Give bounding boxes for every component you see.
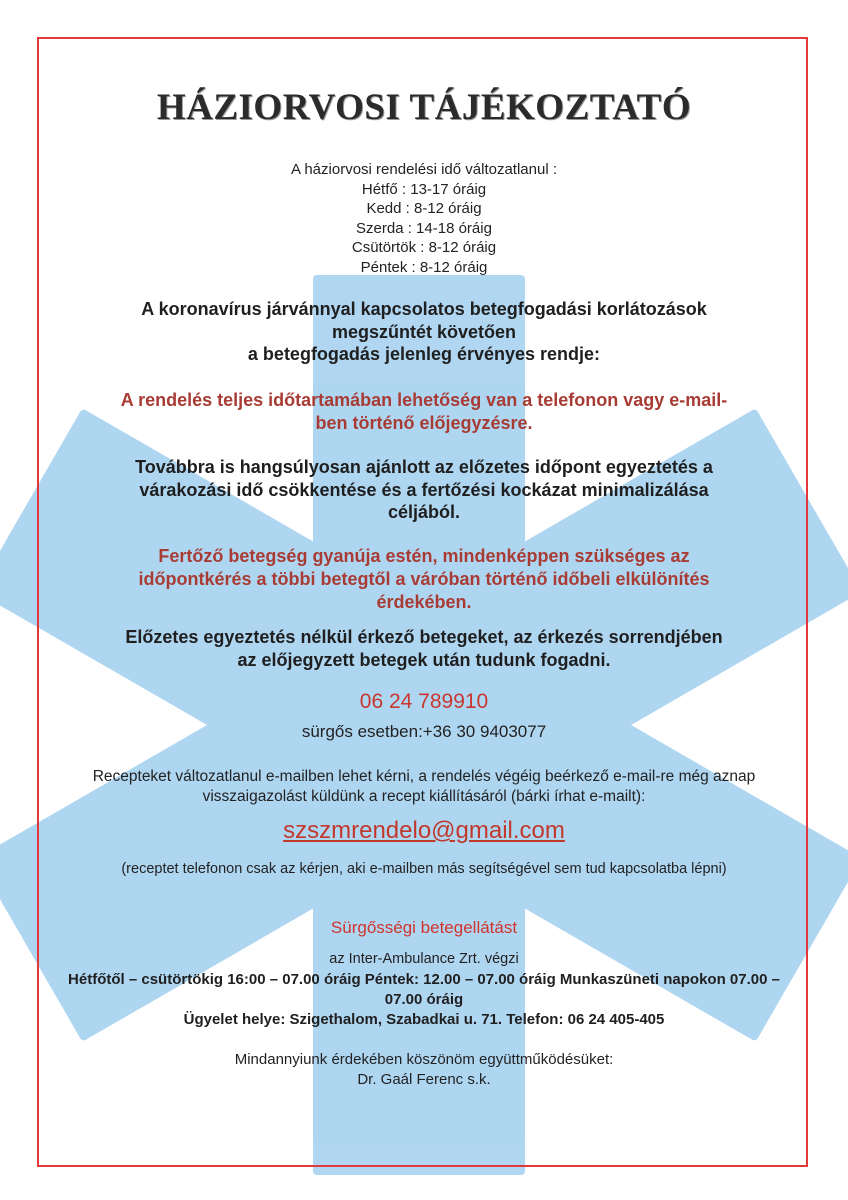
hours-wednesday: Szerda : 14-18 óráig	[356, 219, 492, 237]
recommend-line: céljából.	[387, 502, 461, 522]
hours-monday: Hétfő : 13-17 óráig	[361, 180, 487, 198]
office-phone[interactable]: 06 24 789910	[359, 690, 489, 713]
booking-line: A rendelés teljes időtartamában lehetőség van a telefonon vagy e-mail-	[120, 390, 728, 410]
no-appointment-paragraph	[40, 626, 808, 671]
emergency-title: Sürgősségi betegellátást	[330, 918, 518, 937]
hours-friday: Péntek : 8-12 óráig	[360, 258, 488, 276]
email-link[interactable]: szszmrendelo@gmail.com	[283, 817, 565, 844]
corona-line: A koronavírus járvánnyal kapcsolatos betegfogadási korlátozások	[141, 299, 707, 319]
emergency-location: Ügyelet helye: Szigethalom, Szabadkai u. 71. Telefon: 06 24 405-405	[183, 1011, 665, 1028]
office-hours-intro: A háziorvosi rendelési idő változatlanul :	[291, 161, 557, 178]
infection-paragraph	[40, 545, 808, 614]
recommendation-paragraph	[40, 456, 808, 524]
recommend-line: Továbbra is hangsúlyosan ajánlott az előzetes időpont egyeztetés a	[135, 457, 713, 477]
emergency-provider: az Inter-Ambulance Zrt. végzi	[329, 951, 519, 967]
booking-paragraph	[40, 389, 808, 435]
prescription-note: (receptet telefonon csak az kérjen, aki e-mailben más segítségével sem tud kapcsolatba lépni)	[121, 861, 727, 877]
infection-line: Fertőző betegség gyanúja estén, mindenképpen szükséges az	[158, 546, 690, 566]
no-appointment-line: az előjegyzett betegek után tudunk fogadni.	[237, 649, 611, 670]
page-title: HÁZIORVOSI TÁJÉKOZTATÓ	[156, 87, 692, 128]
corona-line: a betegfogadás jelenleg érvényes rendje:	[247, 344, 601, 364]
booking-line: ben történő előjegyzésre.	[315, 413, 533, 433]
prescription-info: Recepteket változatlanul e-mailben lehet kérni, a rendelés végéig beérkező e-mail-re még aznap visszaigazolást küldünk a recept kiállításáról (bárki írhat e-mailt):	[92, 768, 756, 805]
closing-thanks: Mindannyiunk érdekében köszönöm együttműködésüket:	[234, 1051, 614, 1068]
recommend-line: várakozási idő csökkentése és a fertőzési kockázat minimalizálása	[139, 479, 709, 500]
emergency-schedule-text: Hétfőtől – csütörtökig 16:00 – 07.00 óráig Péntek: 12.00 – 07.00 óráig Munkaszüneti napokon 07.00 – 07.00 óráig	[68, 971, 780, 1008]
closing	[40, 1050, 808, 1090]
signature: Dr. Gaál Ferenc s.k.	[357, 1071, 491, 1088]
emergency-schedule	[40, 970, 808, 1030]
infection-line: érdekében.	[376, 592, 472, 612]
office-hours	[40, 160, 808, 277]
urgent-phone[interactable]: sürgős esetben:+36 30 9403077	[301, 722, 547, 741]
corona-paragraph	[40, 298, 808, 366]
hours-thursday: Csütörtök : 8-12 óráig	[351, 239, 497, 256]
infection-line: időpontkérés a többi betegtől a váróban történő időbeli elkülönítés	[138, 569, 710, 589]
corona-line: megszűntét követően	[331, 321, 517, 342]
no-appointment-line: Előzetes egyeztetés nélkül érkező betegeket, az érkezés sorrendjében	[125, 627, 723, 647]
hours-tuesday: Kedd : 8-12 óráig	[366, 200, 482, 217]
